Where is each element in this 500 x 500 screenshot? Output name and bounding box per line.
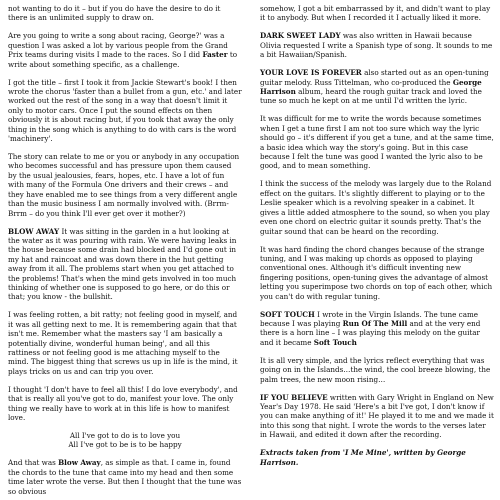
paragraph: It is all very simple, and the lyrics reflect everything that was going on in the Islands…the wind, the cool breeze blowing, the palm trees, the new moon rising… <box>260 355 491 384</box>
paragraph: somehow, I got a bit embarrassed by it, and didn't want to play it to anybody. But when I recorded it I actually liked it more. <box>260 4 491 23</box>
paragraph: I thought 'I don't have to feel all this! I do love everybody', and that is really all you've got to do, manifest your love. The only thing we really have to work at in this life is how to manifest love. <box>8 384 238 422</box>
paragraph: I was feeling rotten, a bit ratty; not feeling good in myself, and it was all getting next to me. It is remembering again that that isn't me. Remember what the masters say 'I am basically a potentially divine, wonderful human being', and all this rattiness or not feeling good is me attaching myself to the mind. The biggest thing that screws us up in life is the mind, it plays tricks on us and can trip you over. <box>8 310 238 376</box>
song-title: Soft Touch <box>313 337 357 347</box>
paragraph: I think the success of the melody was largely due to the Roland effect on the guitars. It's slightly different to playing or to the Leslie speaker which is a revolving speaker in a cabinet. It gives a little added atmosphere to the sound, so when you play even one chord on electric guitar it sounds pretty. That's the guitar sound that can be heard on the recording. <box>260 179 492 236</box>
lyric-line: All I've got to be is to be happy <box>68 440 182 450</box>
song-title: Faster <box>202 50 228 60</box>
paragraph: It was hard finding the chord changes because of the strange tuning, and I was making up chords as opposed to playing conventional ones. Although it's difficult inventing new fingering positions, open-tuning gives the advantage of almost letting you superimpose two chords on top of each other, which you can't do with regular tuning. <box>260 244 493 301</box>
song-heading: SOFT TOUCH <box>260 309 315 319</box>
paragraph: Are you going to write a song about racing, George?' was a question I was asked a lot by various people from the Grand Prix teams during visits I made to the races. So I did Faster to write about something specific, as a challenge. <box>8 31 238 69</box>
left-column <box>8 4 242 500</box>
paragraph: SOFT TOUCH I wrote in the Virgin Islands. The tune came because I was playing Run Of The Mill and at the very end there is a horn line – I was playing this melody on the guitar and it became Soft Touch <box>260 309 481 347</box>
song-heading: DARK SWEET LADY <box>260 31 341 41</box>
lyric-line: All I've got to do is to love you <box>69 431 181 440</box>
song-title: Blow Away <box>58 458 101 468</box>
paragraph: YOUR LOVE IS FOREVER also started out as an open-tuning guitar melody. Russ Tittelman, who co-produced the George Harrison album, heard the rough guitar track and loved the tune so much he kept on at me until I'd written the lyric. <box>260 68 489 106</box>
album-title: George Harrison <box>260 77 482 97</box>
paragraph: And that was Blow Away, as simple as that. I came in, found the chords to the tune that came into my head and then some time later wrote the verse. But then I thought that the tune was so obvious <box>8 458 242 496</box>
lyric-quote <box>8 431 242 450</box>
paragraph: BLOW AWAY It was sitting in the garden in a hut looking at the water as it was pouring with rain. We were having leaks in the house because some drain had blocked and I'd gone out in my hat and raincoat and was down there in the hut getting away from it all. The problems start when you get attached to the problems! That's when the mind gets involved in too much thinking of whether one is supposed to go here, or do this or that; you know - the bullshit. <box>8 226 237 302</box>
song-heading: YOUR LOVE IS FOREVER <box>260 68 362 78</box>
paragraph: I got the title – first I took it from Jackie Stewart's book! I then wrote the chorus 'faster than a bullet from a gun, etc.' and later worked out the rest of the song in a way that doesn't limit it only to motor cars. Once I put the sound effects on then obviously it is about racing but, if you took that away the only thing in the song which is anything to do with cars is the word 'machinery'. <box>8 77 242 144</box>
paragraph: IF YOU BELIEVE written with Gary Wright in England on New Year's Day 1978. He said 'Here's a bit I've got, I don't know if you can make anything of it!' He played it to me and we made it into this song that night. I wrote the words to the verses later in Hawaii, and edited it down after the recording. <box>260 392 494 440</box>
right-column <box>260 4 494 500</box>
song-title: Run Of The Mill <box>342 318 408 328</box>
paragraph: not wanting to do it – but if you do have the desire to do it there is an unlimited supply to draw on. <box>8 4 221 23</box>
song-heading: IF YOU BELIEVE <box>260 392 328 402</box>
source-credit: Extracts taken from 'I Me Mine', written by George Harrison. <box>260 448 466 467</box>
paragraph: DARK SWEET LADY was also written in Hawaii because Olivia requested I write a Spanish type of song. It sounds to me a bit Hawaiian/Spanish. <box>260 31 493 60</box>
paragraph: The story can relate to me or you or anybody in any occupation who becomes successful and has pressure upon them caused by the usual jealousies, fears, hopes, etc. I have a lot of fun with many of the Formula One drivers and their crews – and they have enabled me to see things from a very different angle than the music business I am normally involved with. (Brrm-Brrm – do you think I'll ever get over it mother?) <box>8 152 240 218</box>
song-heading: BLOW AWAY <box>8 226 60 236</box>
paragraph: It was difficult for me to write the words because sometimes when I get a tune first I am not too sure which way the lyric should go – it's different if you get a tune, and at the same time, a basic idea which way the story's going. But in this case because I felt the tune was good I wanted the lyric also to be good, and to mean something. <box>260 114 494 171</box>
